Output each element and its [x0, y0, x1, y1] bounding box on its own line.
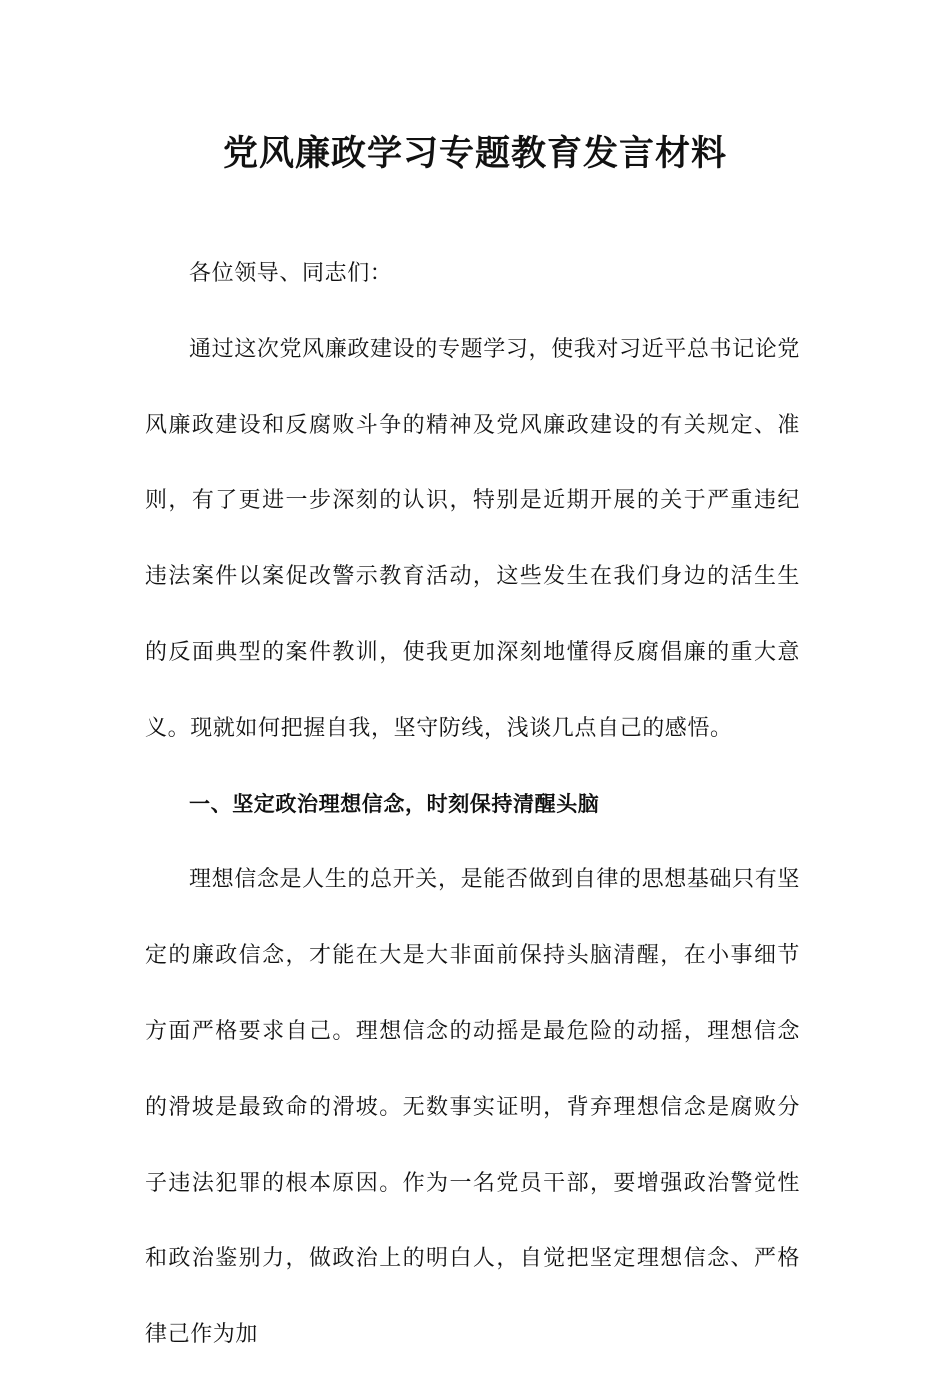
- paragraph-section-1: 理想信念是人生的总开关，是能否做到自律的思想基础只有坚定的廉政信念，才能在大是大非面前保持头脑清醒，在小事细节方面严格要求自己。理想信念的动摇是最危险的动摇，理想信念的滑坡是最致命的滑坡。无数事实证明，背弃理想信念是腐败分子违法犯罪的根本原因。作为一名党员干部，要增强政治警觉性和政治鉴别力，做政治上的明白人，自觉把坚定理想信念、严格律己作为加: [145, 867, 800, 1348]
- salutation: 各位领导、同志们：: [189, 261, 393, 286]
- document-title: 党风廉政学习专题教育发言材料: [222, 133, 727, 174]
- section-heading-1: 一、坚定政治理想信念，时刻保持清醒头脑: [189, 791, 600, 816]
- paragraph-intro: 通过这次党风廉政建设的专题学习，使我对习近平总书记论党风廉政建设和反腐败斗争的精神及党风廉政建设的有关规定、准则，有了更进一步深刻的认识，特别是近期开展的关于严重违纪违法案件以案促改警示教育活动，这些发生在我们身边的活生生的反面典型的案件教训，使我更加深刻地懂得反腐倡廉的重大意义。现就如何把握自我，坚守防线，浅谈几点自己的感悟。: [145, 336, 800, 741]
- document-body: [145, 236, 800, 1373]
